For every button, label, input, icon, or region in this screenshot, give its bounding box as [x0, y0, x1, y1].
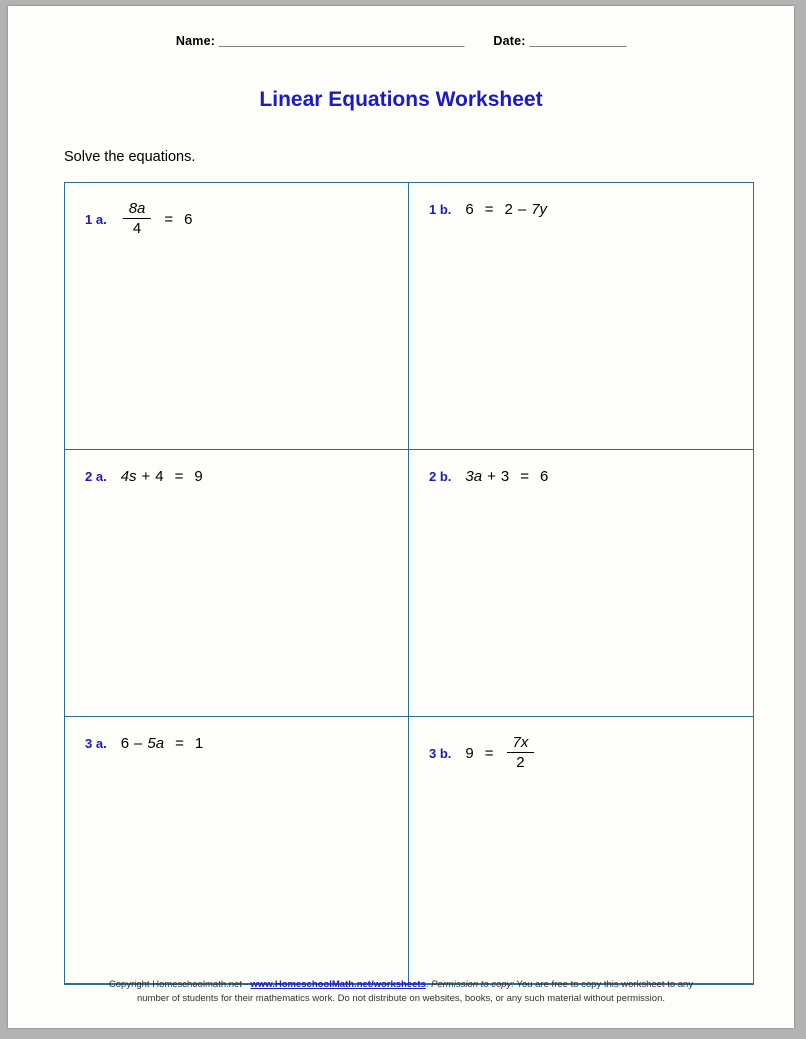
problem-number-3b: 3 b.: [429, 746, 452, 762]
problem-number-2b: 2 b.: [429, 469, 452, 484]
problem-3b: [429, 735, 753, 773]
name-label: Name:: [175, 34, 216, 48]
problem-expression-1a: [121, 201, 193, 239]
problem-cell-3a: [65, 717, 409, 984]
problem-cell-2b: [409, 450, 753, 717]
left-side-value: 6: [465, 201, 474, 218]
name-blank-rule: ______________________________________: [218, 34, 464, 48]
problems-grid: [64, 182, 754, 985]
left-term-b: 3: [500, 468, 510, 485]
operator-sign: +: [487, 468, 496, 485]
right-side-value: 1: [194, 735, 204, 752]
equals-sign: =: [174, 468, 184, 485]
equals-sign: =: [175, 735, 184, 752]
page-title: Linear Equations Worksheet: [259, 88, 543, 111]
footer-permission-text: You are free to copy this worksheet to any: [514, 979, 694, 991]
equals-sign: =: [484, 201, 494, 218]
footer-line-1: [8, 978, 794, 992]
name-date-line: [8, 34, 794, 48]
problem-expression-1b: [465, 201, 547, 218]
problem-cell-2a: [65, 450, 409, 717]
fraction-denominator: 4: [132, 220, 142, 238]
footer: [8, 978, 794, 1006]
footer-line-2: number of students for their mathematics work. Do not distribute on websites, books, or any such material without permission.: [136, 993, 665, 1005]
problem-expression-2a: [121, 468, 203, 485]
left-term-a: 3a: [465, 468, 483, 485]
problem-number-1a: 1 a.: [85, 212, 107, 228]
fraction-denominator: 2: [516, 754, 525, 772]
problem-2a: [85, 468, 408, 485]
problem-cell-3b: [409, 717, 753, 984]
left-term-b: 5a: [147, 735, 165, 752]
footer-link[interactable]: www.HomeschoolMath.net/worksheets: [250, 979, 426, 991]
right-term-a: 2: [504, 201, 513, 218]
problem-3a: [85, 735, 408, 752]
problem-expression-2b: [465, 468, 548, 485]
right-side-value: 6: [539, 468, 549, 485]
problem-expression-3b: [465, 735, 536, 773]
operator-sign: –: [134, 735, 143, 752]
fraction-numerator: 8a: [123, 200, 152, 219]
left-term-a: 6: [120, 735, 130, 752]
left-term-b: 4: [155, 468, 164, 485]
problem-expression-3a: [121, 735, 203, 752]
fraction-8a-over-4: [123, 200, 152, 238]
footer-copyright: Copyright Homeschoolmath.net -: [108, 979, 251, 991]
operator-sign: –: [517, 201, 527, 218]
footer-permission-label: Permission to copy:: [431, 979, 515, 991]
problem-1b: [429, 201, 753, 218]
left-term-a: 4s: [120, 468, 137, 485]
problem-cell-1a: [65, 183, 409, 450]
footer-after-link: .: [425, 979, 432, 991]
right-side-value: 9: [194, 468, 203, 485]
equals-sign: =: [520, 468, 529, 485]
equals-sign: =: [164, 211, 174, 229]
problem-number-3a: 3 a.: [85, 736, 107, 751]
problem-2b: [429, 468, 753, 485]
operator-sign: +: [141, 468, 151, 485]
date-label: Date:: [493, 34, 526, 48]
problem-cell-1b: [409, 183, 753, 450]
fraction-numerator: 7x: [507, 734, 535, 753]
worksheet-page: [8, 6, 794, 1028]
date-blank-rule: _______________: [529, 34, 627, 48]
problem-number-2a: 2 a.: [85, 469, 107, 484]
problem-number-1b: 1 b.: [429, 202, 452, 217]
problem-1a: [85, 201, 408, 239]
equals-sign: =: [484, 745, 494, 763]
right-term-b: 7y: [531, 201, 548, 218]
right-side-value: 6: [184, 211, 193, 229]
left-side-value: 9: [465, 745, 474, 763]
instructions-text: Solve the equations.: [64, 149, 196, 165]
fraction-7x-over-2: [507, 734, 535, 772]
